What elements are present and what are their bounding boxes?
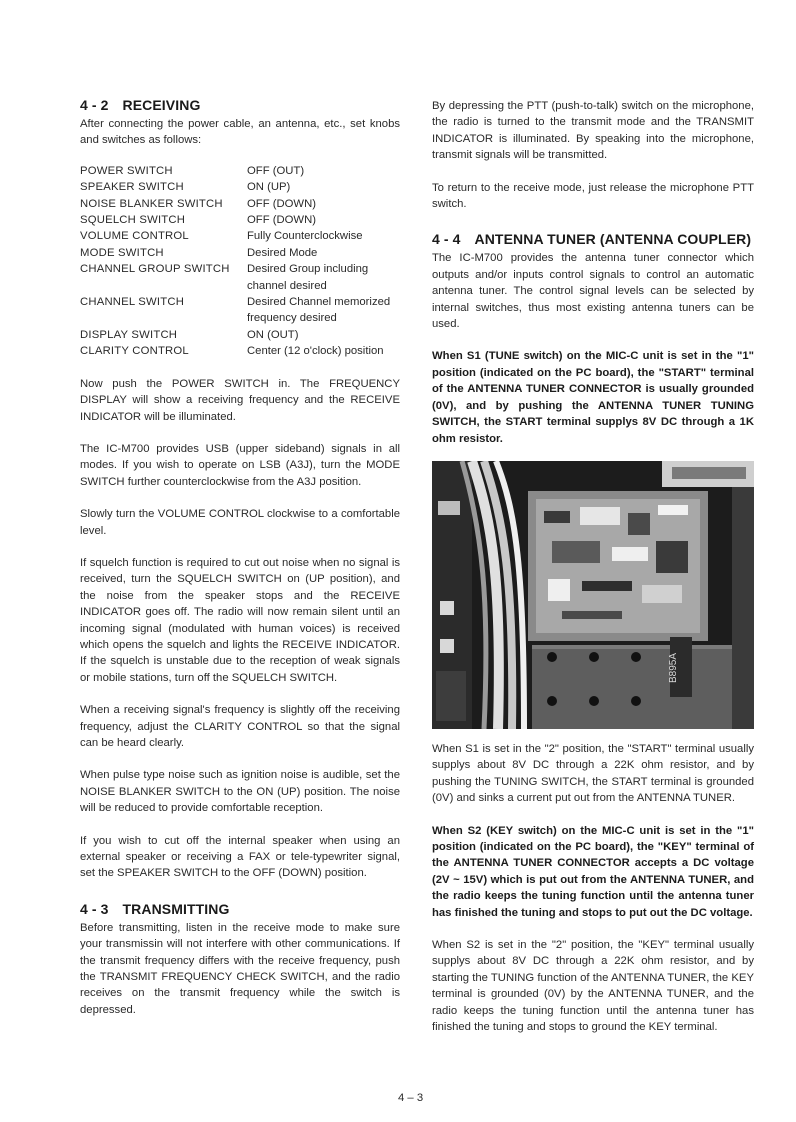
setting-value: Desired Channel memorized frequency desired — [247, 296, 391, 325]
s2-position-2-paragraph: When S2 is set in the "2" position, the "KEY" terminal usually supplys about 8V DC through a 22K ohm resistor, and by starting the TUNING function of the ANTENNA TUNER, the KEY terminal is grounded (0V) by the ANTENNA TUNER, and the radio keeps the tuning function until the antenna tuner has finished the tuning and stops to ground the KEY terminal. — [432, 938, 754, 1033]
setting-value: Desired Mode — [247, 246, 318, 259]
setting-name: CLARITY CONTROL — [80, 345, 189, 358]
board-label: B895A — [668, 652, 679, 683]
setting-value: Fully Counterclockwise — [247, 230, 363, 243]
s1-position-1-paragraph: When S1 (TUNE switch) on the MIC-C unit is set in the "1" position (indicated on the PC board), the "START" terminal of the ANTENNA TUNER CONNECTOR is usually grounded (0V), and by pushing the ANTENNA TUNER TUNING SWITCH, the START terminal supplys 8V DC through a 1K ohm resistor. — [432, 350, 754, 445]
right-column — [432, 98, 754, 1035]
setting-value: ON (OUT) — [247, 328, 299, 341]
left-column — [80, 96, 400, 1018]
page-number: 4 – 3 — [398, 1092, 424, 1104]
setting-value: OFF (DOWN) — [247, 214, 317, 227]
section-number: 4 - 3 — [80, 900, 109, 917]
setting-value: Center (12 o'clock) position — [247, 345, 384, 358]
setting-value: ON (UP) — [247, 181, 291, 194]
section-title: RECEIVING — [122, 97, 201, 113]
receive-return-paragraph: To return to the receive mode, just release the microphone PTT switch. — [432, 181, 754, 211]
setting-name: POWER SWITCH — [80, 164, 173, 177]
section-title: ANTENNA TUNER (ANTENNA COUPLER) — [474, 231, 752, 248]
setting-value: Desired Group including channel desired — [247, 263, 369, 292]
setting-name: MODE SWITCH — [80, 246, 164, 259]
setting-name: SPEAKER SWITCH — [80, 181, 184, 194]
circuit-board-photo — [432, 461, 754, 729]
settings-row — [80, 196, 400, 212]
receiving-paragraph: When a receiving signal's frequency is slightly off the receiving frequency, adjust the CLARITY CONTROL so that the signal can be heard clearly. — [80, 704, 400, 749]
settings-row — [80, 327, 400, 343]
settings-row — [80, 343, 400, 359]
settings-table — [80, 163, 400, 360]
receiving-paragraph: If you wish to cut off the internal speaker when using an external speaker or receiving a FAX or tele-typewriter signal, set the SPEAKER SWITCH to the OFF (DOWN) position. — [80, 834, 400, 880]
setting-name: DISPLAY SWITCH — [80, 328, 178, 341]
section-number: 4 - 2 — [80, 97, 109, 113]
s2-position-1-paragraph: When S2 (KEY switch) on the MIC-C unit is set in the "1" position (indicated on the PC board), the "KEY" terminal of the ANTENNA TUNER CONNECTOR accepts a DC voltage (2V ~ 15V) which is put out from the ANTENNA TUNER, and the radio keeps the tuning function until the antenna tuner has finished the tuning and stops to put out the DC voltage. — [432, 824, 754, 919]
settings-row — [80, 245, 400, 261]
s1-position-2-paragraph: When S1 is set in the "2" position, the "START" terminal usually supplys about 8V DC through a 22K ohm resistor, and by pushing the TUNING SWITCH, the START terminal is grounded (0V) and sinks a current put out from the ANTENNA TUNER. — [432, 742, 754, 805]
settings-row — [80, 179, 400, 195]
section-4-4-heading — [432, 230, 754, 248]
setting-name: CHANNEL SWITCH — [80, 296, 185, 309]
settings-row — [80, 294, 400, 327]
transmitting-paragraph: Before transmitting, listen in the receive mode to make sure your transmissin will not interfere with other communications. If the transmit frequency differs with the receive frequency, push the TRANSMIT FREQUENCY CHECK SWITCH, and the radio receives on the transmit frequency while the switch is depressed. — [80, 921, 400, 1016]
setting-name: VOLUME CONTROL — [80, 230, 189, 243]
settings-row — [80, 212, 400, 228]
setting-value: OFF (OUT) — [247, 164, 305, 177]
settings-row — [80, 228, 400, 244]
section-number: 4 - 4 — [432, 231, 461, 248]
receiving-intro: After connecting the power cable, an antenna, etc., set knobs and switches as follows: — [80, 118, 400, 147]
settings-row — [80, 163, 400, 179]
setting-value: OFF (DOWN) — [247, 197, 317, 210]
settings-row — [80, 261, 400, 294]
receiving-paragraph: When pulse type noise such as ignition noise is audible, set the NOISE BLANKER SWITCH to the ON (UP) position. The noise will be reduced to provide comfortable reception. — [80, 769, 400, 815]
setting-name: CHANNEL GROUP SWITCH — [80, 263, 230, 276]
receiving-paragraph: If squelch function is required to cut out noise when no signal is received, turn the SQUELCH SWITCH on (UP position), and the noise from the speaker stops and the RECEIVE INDICATOR goes off. The radio will now remain silent until an incoming signal (modulated with human voices) is received which opens the squelch and lights the RECEIVE INDICATOR. If the squelch is unstable due to the reception of weak signals or mobile stations, turn off the SQUELCH SWITCH. — [80, 556, 400, 684]
section-4-3-heading — [80, 900, 400, 918]
receiving-paragraph: The IC-M700 provides USB (upper sideband) signals in all modes. If you wish to operate on LSB (A3J), turn the MODE SWITCH further counterclockwise from the A3J position. — [80, 442, 400, 488]
section-title: TRANSMITTING — [122, 900, 230, 917]
setting-name: NOISE BLANKER SWITCH — [80, 197, 223, 210]
ptt-paragraph: By depressing the PTT (push-to-talk) switch on the microphone, the radio is turned to the transmit mode and the TRANSMIT INDICATOR is illuminated. By speaking into the microphone, transmit signals will be transmitted. — [432, 100, 754, 162]
setting-name: SQUELCH SWITCH — [80, 214, 186, 227]
section-4-2-heading — [80, 96, 400, 114]
receiving-paragraph: Now push the POWER SWITCH in. The FREQUENCY DISPLAY will show a receiving frequency and the RECEIVE INDICATOR will be illuminated. — [80, 377, 400, 423]
receiving-paragraph: Slowly turn the VOLUME CONTROL clockwise to a comfortable level. — [80, 508, 400, 537]
antenna-tuner-intro: The IC-M700 provides the antenna tuner connector which outputs and/or inputs control signals to control an automatic antenna tuner. The control signal levels can be selected by internal switches, thus most existing antenna tuners can be used. — [432, 252, 754, 331]
